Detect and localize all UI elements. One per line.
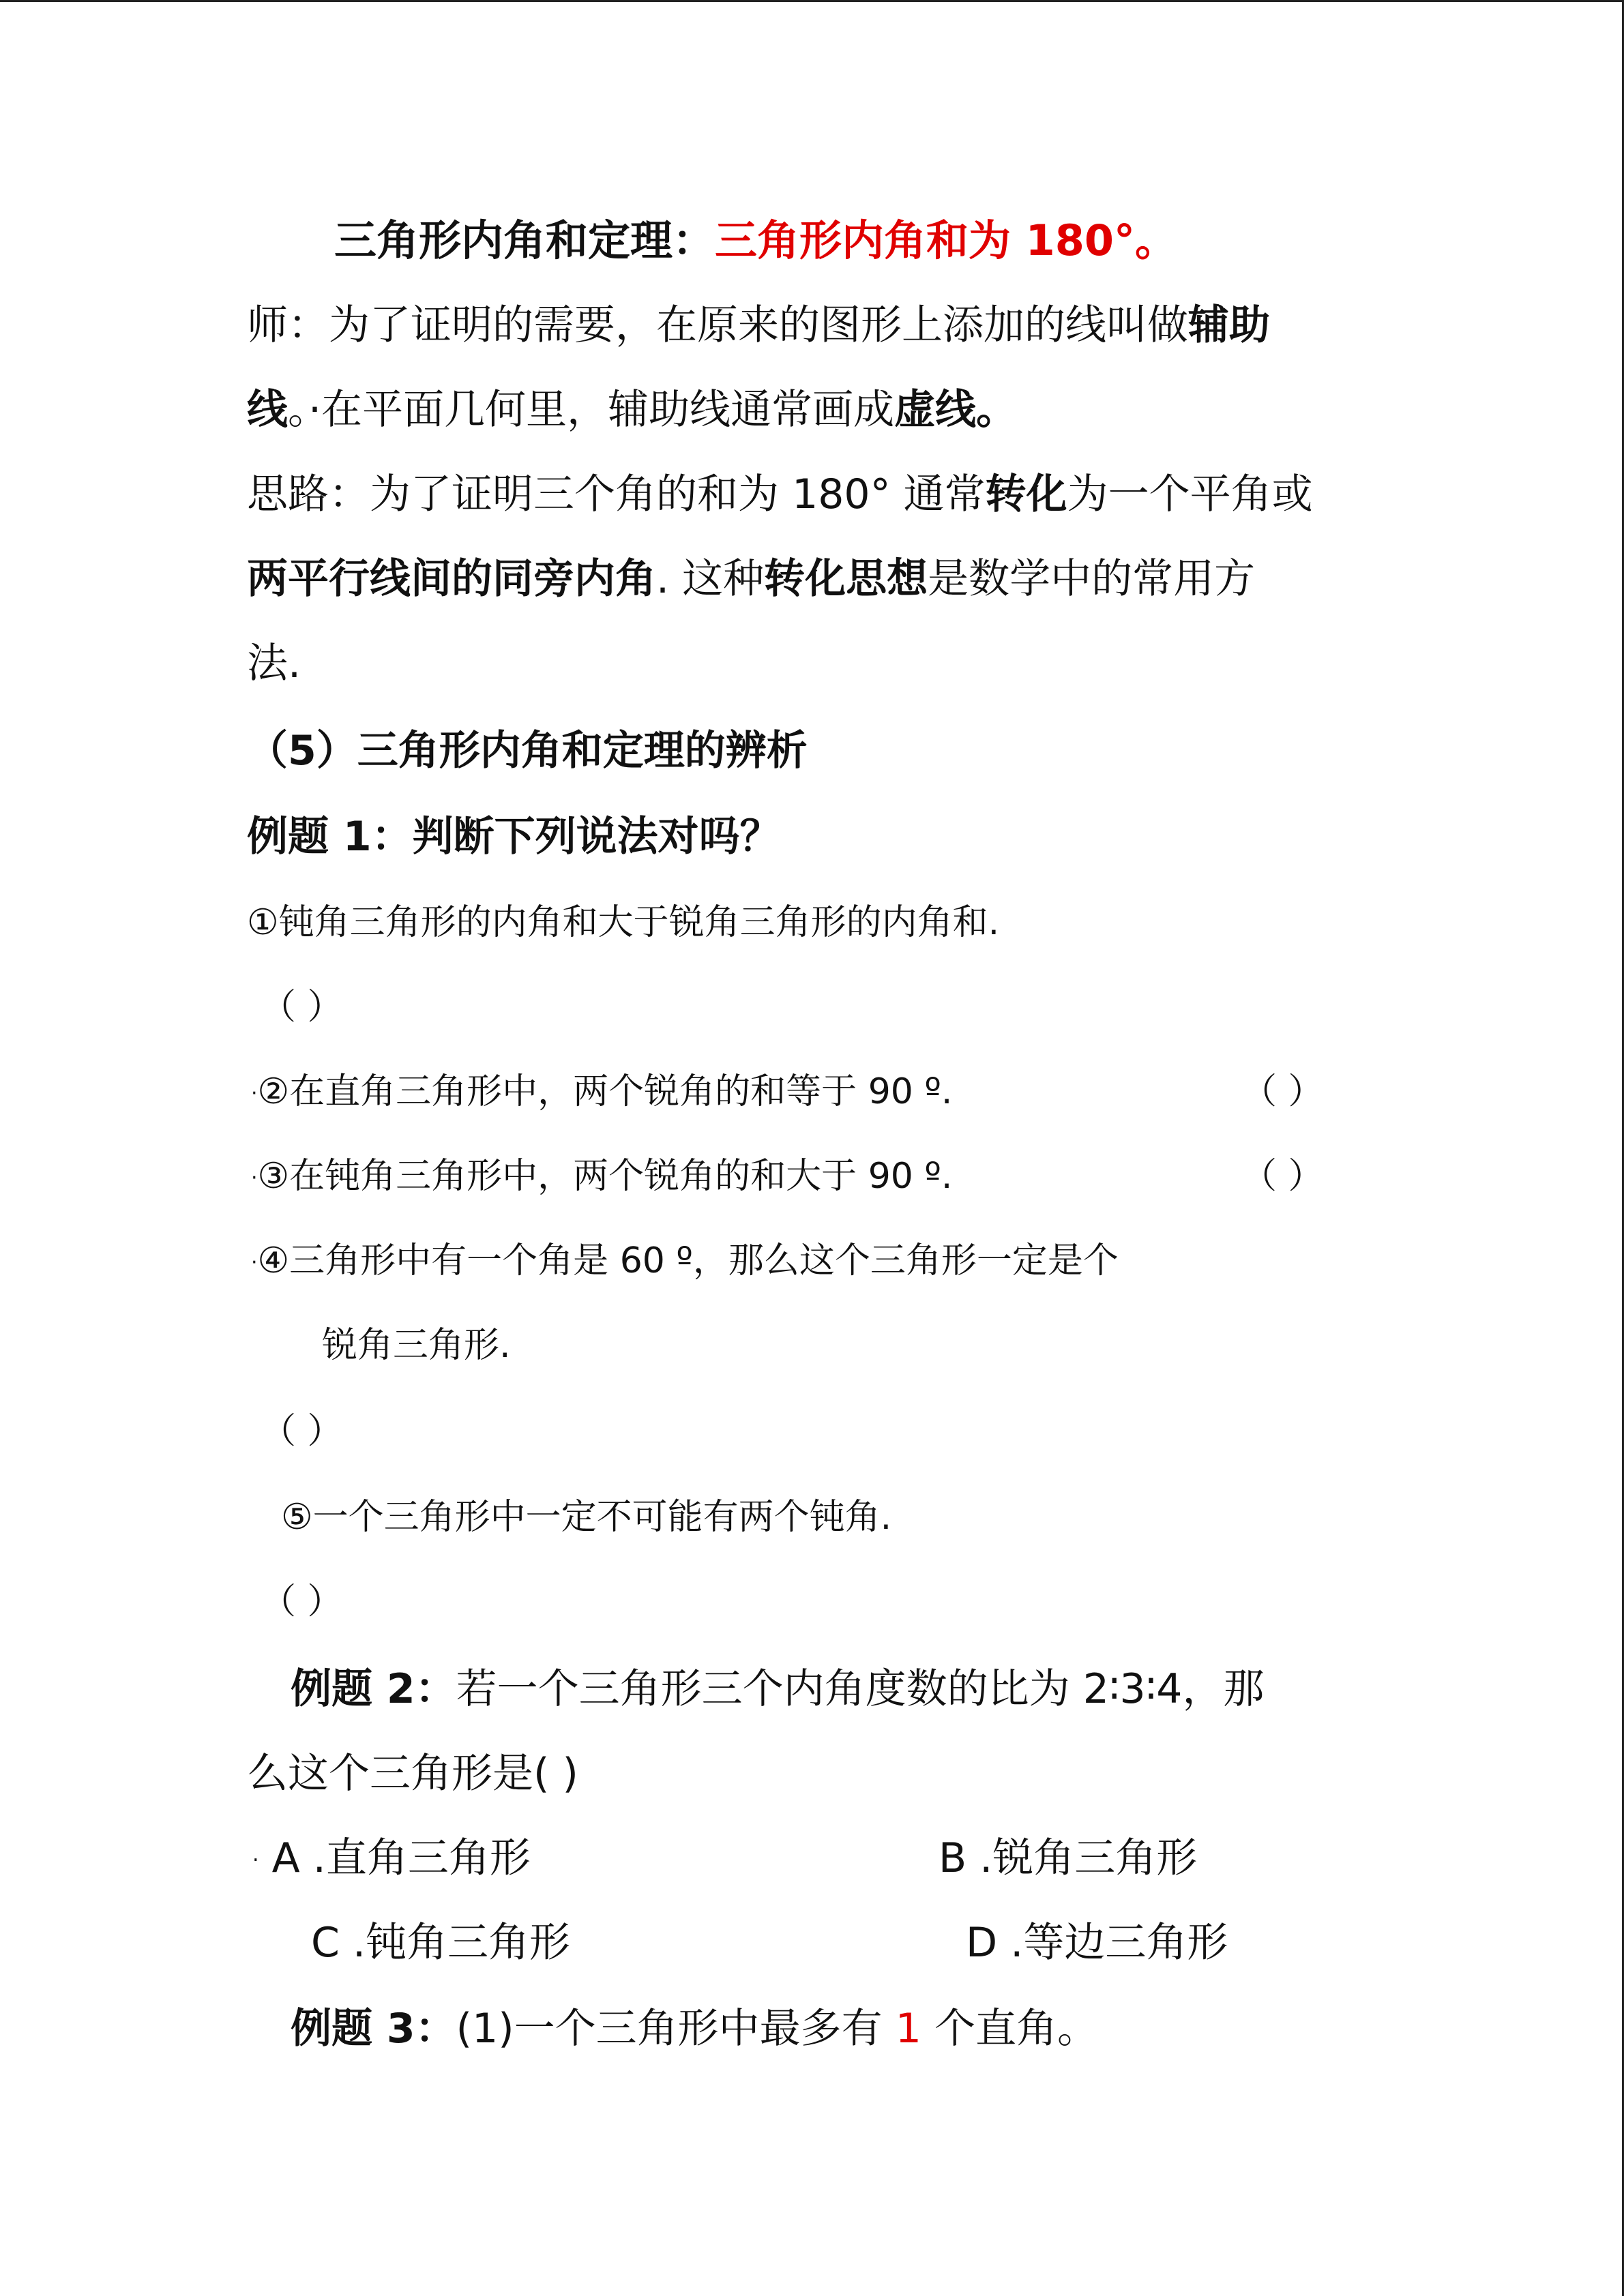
idea-text-post: 为一个平角或 <box>1067 471 1313 518</box>
example3-answer: 1 <box>895 2005 921 2053</box>
example3-text-post: 个直角。 <box>934 2005 1098 2053</box>
statement-2 <box>251 1064 952 1121</box>
example2-line-1 <box>291 1662 1264 1716</box>
statement-3-blank[interactable]: （ ） <box>1241 1156 1324 1197</box>
idea-text: 思路：为了证明三个角的和为 180° 通常 <box>247 471 986 518</box>
option-c[interactable]: C .钝角三角形 <box>311 1919 571 1967</box>
idea-line-1 <box>247 467 1313 522</box>
teacher-note-line-2 <box>247 383 1017 437</box>
example2-label: 例题 2： <box>291 1665 456 1713</box>
keyword-transform: 转化 <box>985 471 1067 518</box>
statement-2-blank[interactable]: （ ） <box>1241 1071 1324 1112</box>
statement-1: ①钝角三角形的内角和大于锐角三角形的内角和. <box>247 902 1000 943</box>
idea-line-3: 法. <box>247 640 301 687</box>
statement-4-line-2: 锐角三角形. <box>322 1325 511 1366</box>
example3-line <box>291 2001 1098 2056</box>
option-a[interactable] <box>252 1831 531 1888</box>
teacher-note-text-2: 。·在平面几何里，辅助线通常画成 <box>288 386 895 434</box>
idea-text-post-2: 是数学中的常用方 <box>928 555 1256 603</box>
bullet-dot: · <box>251 1082 258 1105</box>
statement-5-blank[interactable]: （ ） <box>261 1581 343 1622</box>
theorem-statement: 三角形内角和为 180°。 <box>715 215 1178 265</box>
statement-4 <box>251 1234 1119 1290</box>
statement-2-text: ②在直角三角形中，两个锐角的和等于 90 º. <box>257 1071 953 1112</box>
idea-line-2 <box>247 552 1255 606</box>
section-title: （5）三角形内角和定理的辨析 <box>247 727 808 775</box>
keyword-line: 线 <box>247 386 288 434</box>
example3-text: (1)一个三角形中最多有 <box>456 2005 883 2053</box>
keyword-transform-idea: 转化思想 <box>764 555 928 603</box>
keyword-auxiliary: 辅助 <box>1188 301 1270 349</box>
teacher-note-text: 师：为了证明的需要，在原来的图形上添加的线叫做 <box>247 301 1188 349</box>
option-a-text: A .直角三角形 <box>271 1834 531 1882</box>
statement-3 <box>251 1149 952 1206</box>
bullet-dot: · <box>251 1251 258 1274</box>
bullet-dot: · <box>252 1848 259 1873</box>
keyword-interior-angles: 两平行线间的同旁内角 <box>247 555 656 603</box>
theorem-line <box>334 213 1177 268</box>
statement-4-text: ④三角形中有一个角是 60 º，那么这个三角形一定是个 <box>257 1240 1119 1281</box>
option-b[interactable]: B .锐角三角形 <box>939 1834 1198 1882</box>
statement-5: ⑤一个三角形中一定不可能有两个钝角. <box>281 1497 892 1538</box>
idea-text-mid: . 这种 <box>656 555 765 603</box>
example3-label: 例题 3： <box>291 2005 456 2053</box>
option-d[interactable]: D .等边三角形 <box>966 1919 1228 1967</box>
theorem-label: 三角形内角和定理： <box>334 215 715 265</box>
example1-title: 例题 1：判断下列说法对吗？ <box>247 813 781 861</box>
example2-line-2: 么这个三角形是( ) <box>247 1750 578 1798</box>
keyword-dashed: 虚线。 <box>894 386 1018 434</box>
statement-3-text: ③在钝角三角形中，两个锐角的和大于 90 º. <box>257 1156 953 1197</box>
bullet-dot: · <box>251 1166 258 1190</box>
example2-text: 若一个三角形三个内角度数的比为 2∶3∶4，那 <box>456 1665 1265 1713</box>
teacher-note-line-1 <box>247 298 1270 353</box>
statement-1-blank[interactable]: （ ） <box>261 987 343 1028</box>
statement-4-blank[interactable]: （ ） <box>261 1411 343 1452</box>
